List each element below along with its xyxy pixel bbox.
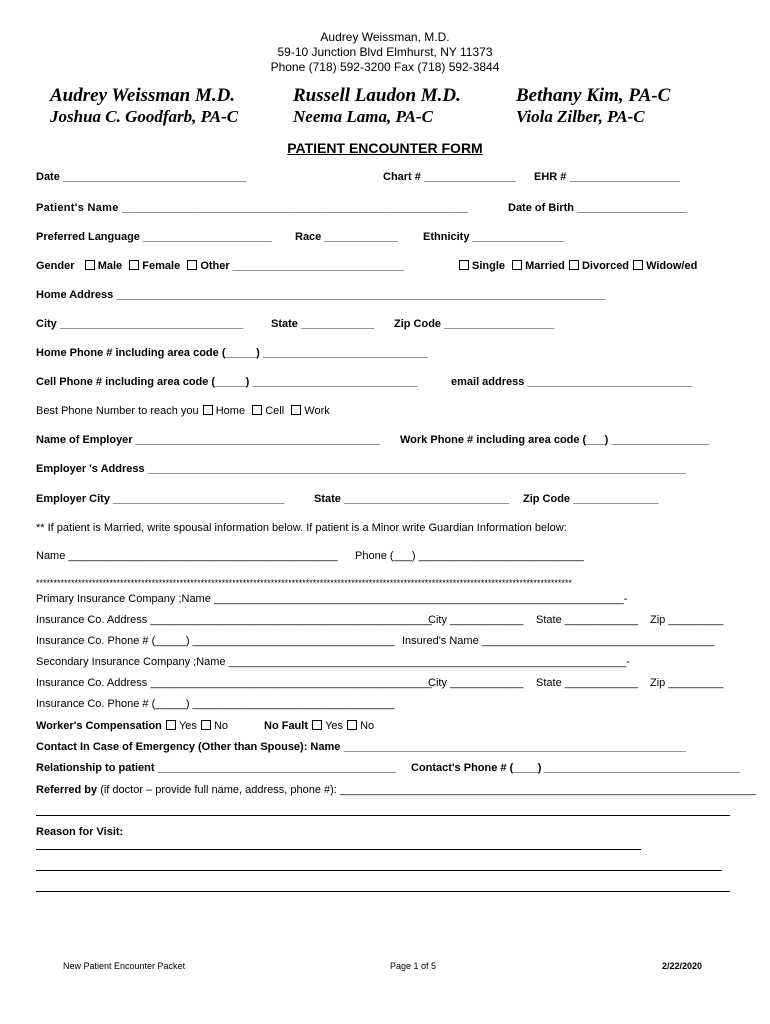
gender-row	[36, 259, 404, 273]
employer-state-field[interactable]: State ___________________________	[314, 493, 510, 505]
spouse-note: ** If patient is Married, write spousal information below. If patient is a Minor write Guardian Information below:	[36, 522, 567, 534]
widowed-label: Widow/ed	[646, 260, 698, 272]
primary-insurance-field[interactable]: Primary Insurance Company ;Name ___________________________________________________________________-	[36, 593, 628, 605]
marital-row	[458, 259, 697, 273]
other-checkbox[interactable]	[187, 260, 197, 270]
cell-phone-field[interactable]: Cell Phone # including area code (_____) ___________________________	[36, 376, 418, 388]
no-fault-row	[264, 719, 374, 733]
single-label: Single	[472, 260, 506, 272]
doctor-name: Neema Lama, PA-C	[293, 107, 433, 126]
doctor-name: Viola Zilber, PA-C	[516, 107, 645, 126]
insurance-address-field[interactable]: Insurance Co. Address ______________________________________________	[36, 614, 432, 626]
workers-comp-label: Worker's Compensation	[36, 720, 162, 732]
employer-address-field[interactable]: Employer 's Address ________________________________________________________________________________________	[36, 463, 686, 475]
insured-name-field[interactable]: Insured's Name ______________________________________	[402, 635, 715, 647]
referred-by-field[interactable]: (if doctor – provide full name, address, phone #): ____________________________________________________________________	[100, 784, 756, 796]
cell-checkbox[interactable]	[252, 405, 262, 415]
female-checkbox[interactable]	[129, 260, 139, 270]
no-label: No	[360, 720, 375, 732]
insurance-phone-field[interactable]: Insurance Co. Phone # (_____) _________________________________	[36, 635, 395, 647]
home-address-field[interactable]: Home Address ________________________________________________________________________________	[36, 289, 606, 301]
doctor-name: Russell Laudon M.D.	[293, 85, 461, 106]
ehr-field[interactable]: EHR # __________________	[534, 171, 680, 183]
insurance2-zip-field[interactable]: Zip _________	[650, 677, 724, 689]
referred-by-row[interactable]	[36, 783, 756, 797]
insurance-state-field[interactable]: State ____________	[536, 614, 639, 626]
doctor-name: Audrey Weissman M.D.	[50, 85, 236, 106]
work-label: Work	[304, 405, 330, 417]
yes-label: Yes	[178, 720, 197, 732]
email-field[interactable]: email address ___________________________	[451, 376, 693, 388]
insurance2-city-field[interactable]: City ____________	[428, 677, 524, 689]
best-phone-label: Best Phone Number to reach you	[36, 405, 199, 417]
workers-comp-yes-checkbox[interactable]	[166, 720, 176, 730]
star-divider: *********************************************************************************************************************************************************	[36, 578, 572, 588]
state-field[interactable]: State ____________	[271, 318, 375, 330]
race-field[interactable]: Race ____________	[295, 231, 398, 243]
insurance2-state-field[interactable]: State ____________	[536, 677, 639, 689]
divorced-label: Divorced	[581, 260, 630, 272]
home-checkbox[interactable]	[203, 405, 213, 415]
reason-line[interactable]	[36, 891, 730, 892]
yes-label: Yes	[325, 720, 344, 732]
best-phone-row	[36, 404, 330, 418]
doctor-name: Bethany Kim, PA-C	[516, 85, 671, 106]
male-checkbox[interactable]	[85, 260, 95, 270]
reason-line[interactable]	[36, 870, 722, 871]
no-label: No	[213, 720, 229, 732]
reason-line[interactable]	[36, 849, 641, 850]
gender-label: Gender	[36, 260, 75, 272]
divorced-checkbox[interactable]	[569, 260, 579, 270]
zip-field[interactable]: Zip Code __________________	[394, 318, 555, 330]
emergency-contact-field[interactable]: Contact In Case of Emergency (Other than Spouse): Name ________________________________________________________	[36, 741, 687, 753]
workers-comp-no-checkbox[interactable]	[201, 720, 211, 730]
male-label: Male	[97, 260, 123, 272]
footer-date: 2/22/2020	[662, 961, 703, 971]
married-label: Married	[525, 260, 565, 272]
secondary-insurance-field[interactable]: Secondary Insurance Company ;Name _________________________________________________________________-	[36, 656, 630, 668]
footer-packet: New Patient Encounter Packet	[63, 961, 186, 971]
form-title: PATIENT ENCOUNTER FORM	[287, 140, 483, 156]
referred-by-label: Referred by	[36, 784, 98, 796]
spouse-phone-field[interactable]: Phone (___) ___________________________	[355, 550, 584, 562]
dob-field[interactable]: Date of Birth __________________	[508, 202, 688, 214]
practice-address: 59-10 Junction Blvd Elmhurst, NY 11373	[277, 45, 493, 59]
relationship-field[interactable]: Relationship to patient _______________________________________	[36, 762, 397, 774]
employer-zip-field[interactable]: Zip Code ______________	[523, 493, 659, 505]
footer-page: Page 1 of 5	[390, 961, 437, 971]
female-label: Female	[142, 260, 181, 272]
reason-for-visit-label: Reason for Visit:	[36, 826, 124, 838]
cell-label: Cell	[265, 405, 285, 417]
practice-phone: Phone (718) 592-3200 Fax (718) 592-3844	[270, 60, 500, 74]
no-fault-no-checkbox[interactable]	[347, 720, 357, 730]
insurance-zip-field[interactable]: Zip _________	[650, 614, 724, 626]
home-phone-field[interactable]: Home Phone # including area code (_____) ___________________________	[36, 347, 428, 359]
contact-phone-field[interactable]: Contact's Phone # (____) ________________________________	[411, 762, 741, 774]
patient-name-field[interactable]: Patient's Name ______________________________________________________	[36, 202, 469, 214]
blank-line[interactable]	[36, 815, 730, 816]
no-fault-yes-checkbox[interactable]	[312, 720, 322, 730]
insurance2-phone-field[interactable]: Insurance Co. Phone # (_____) _________________________________	[36, 698, 395, 710]
language-field[interactable]: Preferred Language _____________________	[36, 231, 272, 243]
spouse-name-field[interactable]: Name ____________________________________________	[36, 550, 338, 562]
single-checkbox[interactable]	[459, 260, 469, 270]
employer-city-field[interactable]: Employer City ____________________________	[36, 493, 285, 505]
other-field[interactable]: Other ____________________________	[200, 260, 405, 272]
insurance2-address-field[interactable]: Insurance Co. Address ______________________________________________	[36, 677, 432, 689]
ethnicity-field[interactable]: Ethnicity _______________	[423, 231, 565, 243]
married-checkbox[interactable]	[512, 260, 522, 270]
practice-name: Audrey Weissman, M.D.	[320, 30, 450, 44]
city-field[interactable]: City ______________________________	[36, 318, 244, 330]
widowed-checkbox[interactable]	[633, 260, 643, 270]
work-phone-field[interactable]: Work Phone # including area code (___) ________________	[400, 434, 710, 446]
insurance-city-field[interactable]: City ____________	[428, 614, 524, 626]
home-label: Home	[215, 405, 246, 417]
no-fault-label: No Fault	[264, 720, 308, 732]
doctor-name: Joshua C. Goodfarb, PA-C	[50, 107, 239, 126]
date-field[interactable]: Date ______________________________	[36, 171, 247, 183]
workers-comp-row	[36, 719, 228, 733]
employer-name-field[interactable]: Name of Employer ________________________________________	[36, 434, 381, 446]
work-checkbox[interactable]	[291, 405, 301, 415]
chart-field[interactable]: Chart # _______________	[383, 171, 516, 183]
